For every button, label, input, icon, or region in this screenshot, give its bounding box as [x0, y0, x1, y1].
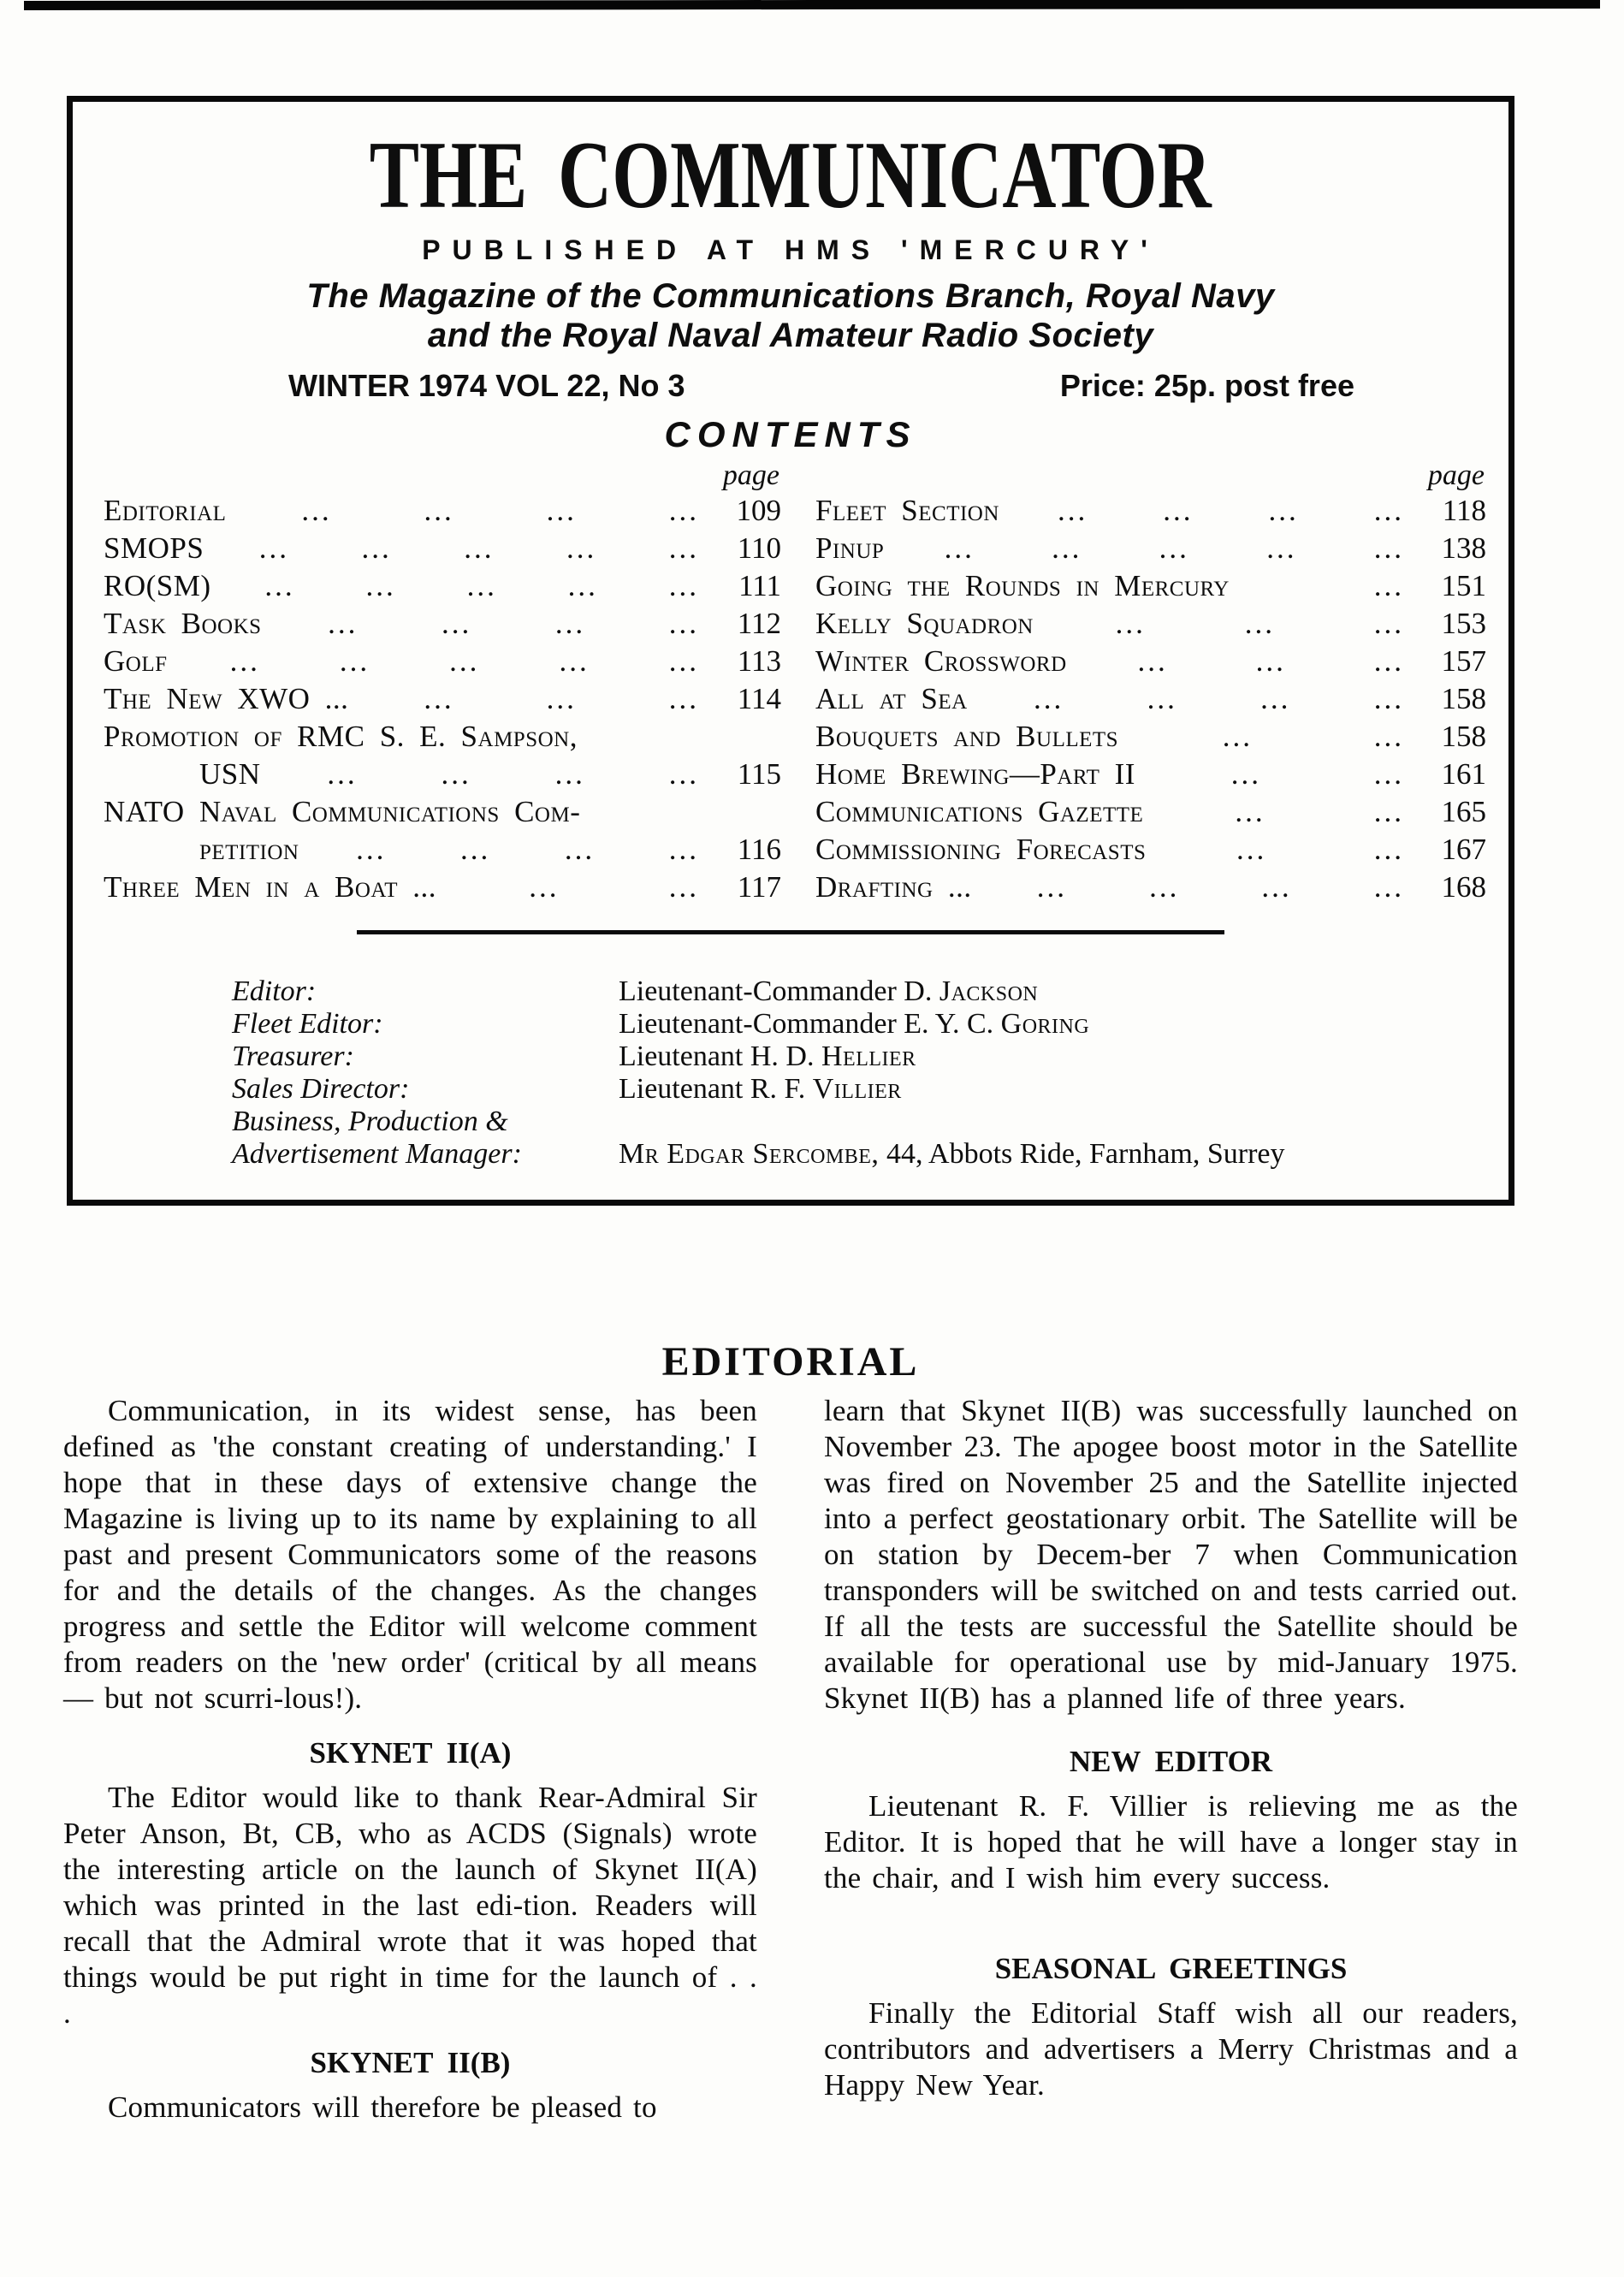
staff-person-value — [619, 1073, 902, 1106]
toc-leader-dots: ... ... ... ... ... — [258, 531, 699, 565]
toc-row — [104, 567, 781, 605]
toc-entry-title: Going the Rounds in Mercury — [815, 569, 1230, 602]
toc-leader-dots: ... ... — [1235, 795, 1405, 828]
toc-entry-title: Bouquets and Bullets — [815, 720, 1119, 753]
toc-entry-page: 138 — [1441, 531, 1486, 565]
subtitle-line-1: The Magazine of the Communications Branch, Royal Navy — [306, 277, 1275, 315]
section-heading: SKYNET II(A) — [309, 1736, 512, 1770]
toc-entry-page: 112 — [737, 607, 781, 640]
toc-leader-dots: ... ... ... ... ... — [944, 531, 1404, 565]
toc-row — [104, 793, 781, 831]
toc-entry-title: RO(SM) — [104, 569, 211, 602]
staff-person-value — [619, 1041, 916, 1073]
toc-leader-dots: ... ... ... ... — [356, 833, 699, 866]
staff-role-label: Sales Director: — [232, 1073, 410, 1105]
toc-entry-title: Three Men in a Boat ... — [104, 870, 436, 904]
published-line: PUBLISHED AT HMS 'MERCURY' — [422, 234, 1159, 265]
toc-entry-page: 167 — [1441, 833, 1486, 866]
editorial-paragraph: The Editor would like to thank Rear-Admiral Sir Peter Anson, Bt, CB, who as ACDS (Signals) wrote the interesting article on the launch of Skynet II(A) which was printed in the last edi-tion. Readers will recall that the Admiral wrote that it was hoped that things would be put right in time for the launch of . . . — [63, 1781, 757, 2030]
toc-entry-title: Kelly Squadron — [815, 607, 1034, 640]
editorial-columns — [63, 1393, 1518, 2126]
toc-leader-dots: ... ... ... ... — [1034, 682, 1404, 715]
toc-entry-page: 115 — [737, 757, 781, 791]
toc-entry-page: 111 — [738, 569, 781, 602]
toc-row — [815, 530, 1486, 567]
toc-entry-title: Task Books — [104, 607, 262, 640]
staff-person-value — [619, 1138, 1285, 1171]
toc-entry-title: NATO Naval Communications Com- — [104, 795, 581, 828]
toc-entry-title: Winter Crossword — [815, 644, 1067, 678]
toc-entry-title: Fleet Section — [815, 494, 999, 527]
toc-entry-page: 113 — [737, 644, 781, 678]
staff-role-label: Advertisement Manager: — [232, 1138, 522, 1170]
staff-value-segment: 44, Abbots Ride, Farnham, Surrey — [879, 1138, 1285, 1170]
staff-value-segment: Hellier — [821, 1041, 916, 1072]
toc-row — [815, 643, 1486, 680]
toc-entry-page: 109 — [736, 494, 781, 527]
editorial-left-column — [63, 1393, 757, 2126]
toc-row — [104, 718, 781, 756]
toc-leader-dots: ... ... — [529, 870, 700, 904]
toc-entry-page: 157 — [1441, 644, 1486, 678]
toc-entry-page: 165 — [1441, 795, 1486, 828]
staff-person-value — [619, 975, 1038, 1008]
toc-leader-dots: ... ... — [1230, 757, 1404, 791]
toc-row — [104, 831, 781, 869]
toc-leader-dots: ... ... ... ... ... — [229, 644, 699, 678]
toc-entry-title: Golf — [104, 644, 168, 678]
toc-entry-title: All at Sea — [815, 682, 968, 715]
toc-leader-dots: ... ... ... — [1137, 644, 1404, 678]
section-heading: SKYNET II(B) — [310, 2046, 511, 2079]
toc-leader-dots: ... ... ... ... ... — [264, 569, 699, 602]
divider-rule — [357, 930, 1224, 934]
staff-role-label: Treasurer: — [232, 1041, 354, 1072]
toc-entry-page: 118 — [1442, 494, 1486, 527]
toc-leader-dots: ... ... ... ... — [1057, 494, 1404, 527]
editorial-paragraph: learn that Skynet II(B) was successfully launched on November 23. The apogee boost motor in the Satellite was fired on November 25 and the Satellite injected into a perfect geostationary orbit. The Satellite will be on station by Decem-ber 7 when Communication transponders will be switched on and tests carried out. If all the tests are successful the Satellite should be available for operational use by mid-January 1975. Skynet II(B) has a planned life of three years. — [824, 1394, 1518, 1715]
editorial-heading: EDITORIAL — [661, 1339, 920, 1385]
toc-row — [104, 643, 781, 680]
staff-row — [232, 1106, 1508, 1138]
staff-row — [232, 975, 1508, 1008]
staff-value-segment: Lieutenant-Commander D. — [619, 975, 939, 1007]
staff-row — [232, 1008, 1508, 1041]
subtitle-line-2: and the Royal Naval Amateur Radio Society — [427, 317, 1154, 354]
toc-row — [104, 492, 781, 530]
toc-entry-page: 153 — [1441, 607, 1486, 640]
staff-role-label: Business, Production & — [232, 1106, 508, 1137]
staff-list — [232, 975, 1508, 1171]
toc-entry-page: 158 — [1441, 720, 1486, 753]
toc-entry-title: petition — [199, 833, 299, 866]
toc-entry-page: 117 — [737, 870, 781, 904]
toc-leader-dots: ... ... ... ... — [328, 607, 699, 640]
toc-entry-page: 161 — [1441, 757, 1486, 791]
staff-value-segment: Jackson — [939, 975, 1039, 1007]
toc-row — [104, 530, 781, 567]
magazine-title-wrap — [73, 122, 1508, 228]
toc-row — [104, 869, 781, 906]
staff-role-label: Fleet Editor: — [232, 1008, 383, 1040]
toc-entry-title: The New XWO ... — [104, 682, 349, 715]
staff-value-segment: Lieutenant-Commander E. Y. C. — [619, 1008, 1001, 1040]
toc-entry-title: Communications Gazette — [815, 795, 1144, 828]
contents-right-column — [815, 460, 1486, 906]
toc-entry-title: Home Brewing—Part II — [815, 757, 1135, 791]
editorial-paragraph: Communication, in its widest sense, has been defined as 'the constant creating of understanding.' I hope that in these days of extensive change the Magazine is living up to its name by explaining to all past and present Communicators some of the reasons for and the details of the changes. As the changes progress and settle the Editor will welcome comment from readers on the 'new order' (critical by all means — but not scurri-lous!). — [63, 1394, 757, 1715]
section-heading: NEW EDITOR — [1069, 1745, 1273, 1778]
toc-entry-title: SMOPS — [104, 531, 204, 565]
masthead-box — [67, 96, 1514, 1206]
contents-heading: CONTENTS — [664, 414, 917, 454]
staff-person-value — [619, 1008, 1089, 1041]
toc-entry-title: Drafting ... — [815, 870, 972, 904]
toc-leader-dots: ... ... ... ... — [327, 757, 700, 791]
staff-value-segment: Goring — [1000, 1008, 1090, 1040]
staff-value-segment: Lieutenant R. F. — [619, 1073, 813, 1105]
toc-row — [815, 680, 1486, 718]
toc-leader-dots: ... ... ... — [1115, 607, 1404, 640]
contents-table — [104, 460, 1486, 906]
toc-entry-title: Editorial — [104, 494, 227, 527]
staff-row — [232, 1138, 1508, 1171]
price-info: Price: 25p. post free — [1059, 368, 1354, 403]
toc-row — [815, 831, 1486, 869]
toc-leader-dots: ... ... — [1236, 833, 1405, 866]
scan-edge-bar — [24, 0, 1600, 10]
magazine-subtitle — [73, 276, 1508, 355]
magazine-title: THE COMMUNICATOR — [370, 122, 1212, 228]
toc-leader-dots: ... — [1373, 569, 1404, 602]
staff-row — [232, 1041, 1508, 1073]
toc-leader-dots: ... ... ... ... — [1036, 870, 1404, 904]
toc-entry-page: 114 — [737, 682, 781, 715]
staff-value-segment: Lieutenant H. D. — [619, 1041, 821, 1072]
staff-row — [232, 1073, 1508, 1106]
page-column-header: page — [1427, 460, 1485, 491]
toc-entry-title: USN — [199, 757, 261, 791]
toc-entry-title: Promotion of RMC S. E. Sampson, — [104, 720, 578, 753]
toc-leader-dots: ... ... — [1222, 720, 1404, 753]
issue-price-row — [288, 369, 1354, 403]
toc-row — [815, 756, 1486, 793]
staff-role-label: Editor: — [232, 975, 317, 1007]
issue-info: WINTER 1974 VOL 22, No 3 — [288, 368, 685, 403]
toc-entry-page: 168 — [1441, 870, 1486, 904]
toc-row — [815, 718, 1486, 756]
staff-value-segment: Villier — [812, 1073, 902, 1105]
staff-value-segment: Mr Edgar Sercombe, — [619, 1138, 880, 1170]
editorial-paragraph: Finally the Editorial Staff wish all our readers, contributors and advertisers a Merry Christmas and a Happy New Year. — [824, 1996, 1518, 2102]
toc-entry-page: 158 — [1441, 682, 1486, 715]
toc-row — [104, 680, 781, 718]
toc-entry-page: 116 — [737, 833, 781, 866]
toc-entry-title: Commissioning Forecasts — [815, 833, 1147, 866]
toc-row — [815, 793, 1486, 831]
toc-entry-page: 110 — [737, 531, 781, 565]
toc-entry-title: Pinup — [815, 531, 885, 565]
toc-row — [104, 605, 781, 643]
editorial-right-column — [824, 1393, 1518, 2126]
toc-entry-page: 151 — [1441, 569, 1486, 602]
toc-row — [815, 492, 1486, 530]
toc-row — [815, 605, 1486, 643]
editorial-paragraph: Lieutenant R. F. Villier is relieving me as the Editor. It is hoped that he will have a longer stay in the chair, and I wish him every success. — [824, 1789, 1518, 1895]
toc-row — [104, 756, 781, 793]
toc-row — [815, 869, 1486, 906]
toc-leader-dots: ... ... ... ... — [301, 494, 700, 527]
toc-leader-dots: ... ... ... — [424, 682, 699, 715]
toc-row — [815, 567, 1486, 605]
contents-left-column — [104, 460, 781, 906]
page-column-header: page — [722, 460, 779, 491]
editorial-paragraph: Communicators will therefore be pleased to — [108, 2090, 657, 2124]
section-heading: SEASONAL GREETINGS — [994, 1952, 1348, 1985]
